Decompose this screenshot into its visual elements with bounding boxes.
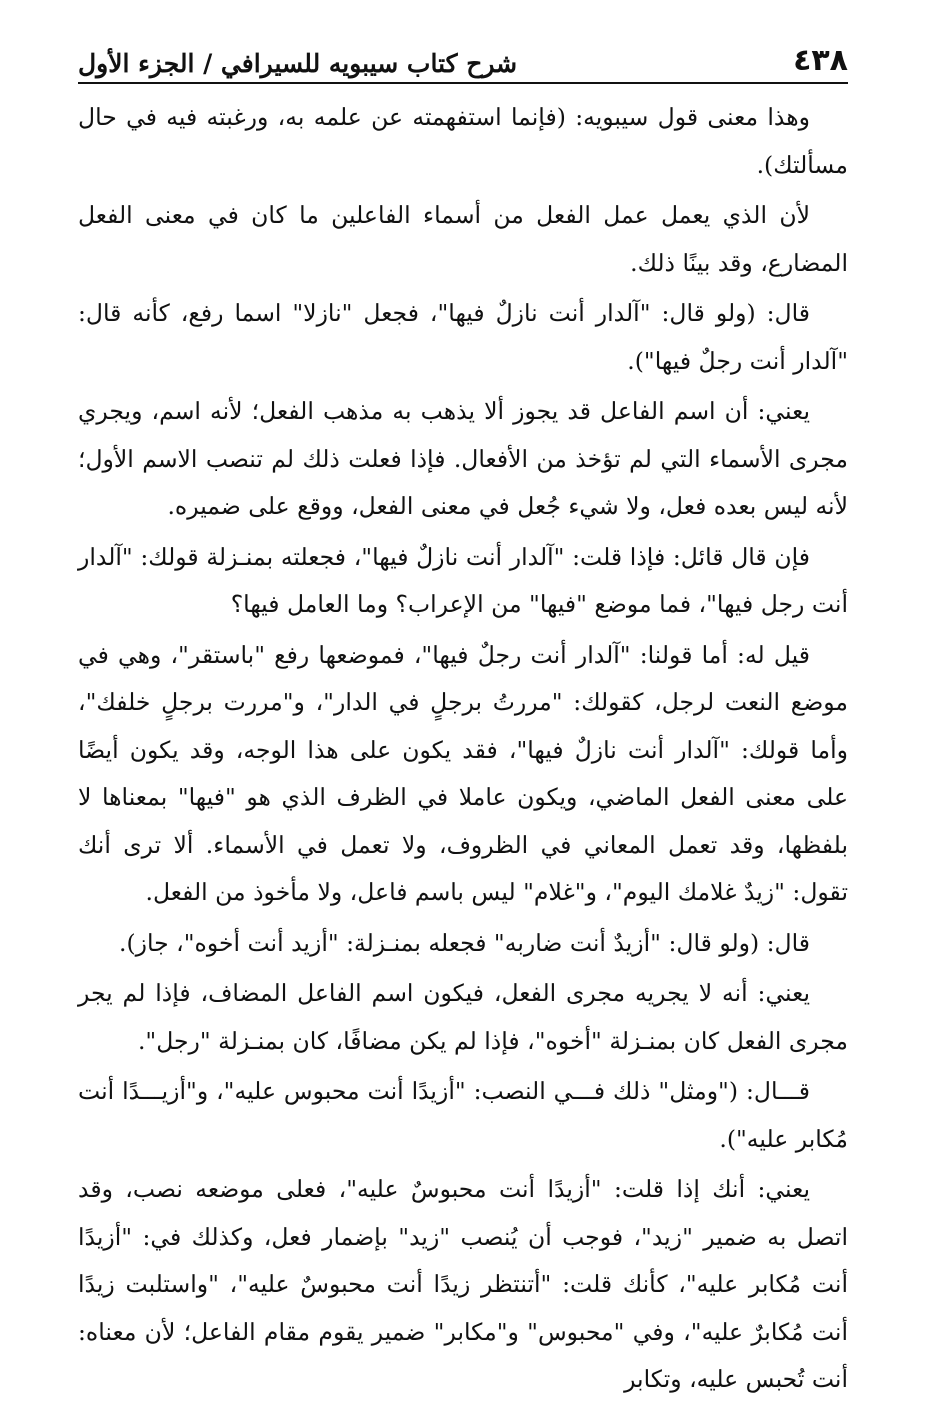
running-title: شرح كتاب سيبويه للسيرافي / الجزء الأول bbox=[78, 49, 518, 78]
paragraph: يعني: أن اسم الفاعل قد يجوز ألا يذهب به مذهب الفعل؛ لأنه اسم، ويجري مجرى الأسماء التي لم تؤخذ من الأفعال. فإذا فعلت ذلك لم تنصب الاسم الأول؛ لأنه ليس بعده فعل، ولا شيء جُعل في معنى الفعل، ووقع على ضميره. bbox=[78, 397, 848, 520]
paragraph: قال: (ولو قال: "أزيدٌ أنت ضاربه" فجعله بمنـزلة: "أزيد أنت أخوه"، جاز). bbox=[118, 928, 810, 957]
paragraph: وهذا معنى قول سيبويه: (فإنما استفهمته عن علمه به، ورغبته فيه في حال مسألتك). bbox=[78, 103, 848, 179]
paragraph: قـــال: ("ومثل" ذلك فـــي النصب: "أزيدًا أنت محبوس عليه"، و"أزيـــدًا أنت مُكابر عليه"). bbox=[78, 1077, 848, 1153]
paragraph: قيل له: أما قولنا: "آلدار أنت رجلٌ فيها"، فموضعها رفع "باستقر"، وهي في موضع النعت لرجل، كقولك: "مررتُ برجلٍ في الدار"، و"مررت برجلٍ خلفك"، وأما قولك: "آلدار أنت نازلٌ فيها"، فقد يكون على هذا الوجه، وقد يكون أيضًا على معنى الفعل الماضي، ويكون عاملا في الظرف الذي هو "فيها" بمعناها لا بلفظها، وقد تعمل المعاني في الظروف، ولا تعمل في الأسماء. ألا ترى أنك تقول: "زيدٌ غلامك اليوم"، و"غلام" ليس باسم فاعل، ولا مأخوذ من الفعل. bbox=[78, 640, 848, 906]
paragraph: فإن قال قائل: فإذا قلت: "آلدار أنت نازلٌ فيها"، فجعلته بمنـزلة قولك: "آلدار أنت رجل فيها"، فما موضع "فيها" من الإعراب؟ وما العامل فيها؟ bbox=[78, 542, 848, 618]
paragraph: يعني: أنك إذا قلت: "أزيدًا أنت محبوسٌ عليه"، فعلى موضعه نصب، وقد اتصل به ضمير "زيد"، فوجب أن يُنصب "زيد" بإضمار فعل، وكذلك في: "أزيدًا أنت مُكابر عليه"، كأنك قلت: "أتنتظر زيدًا أنت محبوسٌ عليه"، "واستلبت زيدًا أنت مُكابرٌ عليه"، وفي "محبوس" و"مكابر" ضمير يقوم مقام الفاعل؛ لأن معناه: أنت تُحبس عليه، وتكابر bbox=[78, 1175, 848, 1393]
page bbox=[78, 30, 848, 1407]
page-header bbox=[78, 30, 848, 84]
paragraph: لأن الذي يعمل عمل الفعل من أسماء الفاعلين ما كان في معنى الفعل المضارع، وقد بينًا ذلك. bbox=[78, 201, 848, 277]
body-text bbox=[78, 94, 848, 1404]
paragraph: قال: (ولو قال: "آلدار أنت نازلٌ فيها"، فجعل "نازلا" اسما رفع، كأنه قال: "آلدار أنت رجلٌ فيها"). bbox=[78, 299, 848, 375]
page-number: ٤٣٨ bbox=[793, 43, 848, 78]
paragraph: يعني: أنه لا يجريه مجرى الفعل، فيكون اسم الفاعل المضاف، فإذا لم يجر مجرى الفعل كان بمنـزلة "أخوه"، فإذا لم يكن مضافًا، كان بمنـزلة "رجل". bbox=[78, 979, 848, 1055]
